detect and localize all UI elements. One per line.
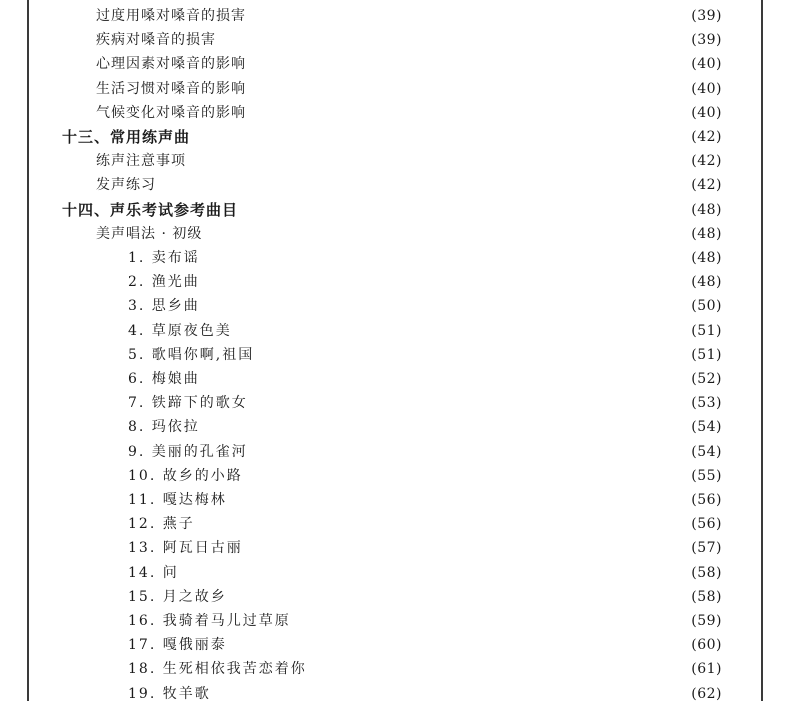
dot-leader [203, 294, 688, 318]
toc-entry [96, 101, 722, 125]
dot-leader [159, 173, 688, 197]
toc-entry-page: (42) [691, 129, 722, 145]
toc-entry-title: 12. 燕子 [128, 516, 195, 532]
dot-leader [246, 464, 689, 488]
toc-entry-page: (58) [691, 565, 722, 581]
dot-leader [230, 585, 689, 609]
toc-song-entry [128, 682, 722, 706]
dot-leader [203, 246, 688, 270]
dot-leader [230, 633, 689, 657]
toc-entry-title: 15. 月之故乡 [128, 589, 227, 605]
toc-entry-title: 心理因素对嗓音的影响 [96, 56, 246, 72]
toc-entry-page: (40) [691, 105, 722, 121]
toc-entry-title: 5. 歌唱你啊,祖国 [128, 347, 255, 363]
toc-entry-title: 生活习惯对嗓音的影响 [96, 81, 246, 97]
toc-entry-title: 17. 嘎俄丽泰 [128, 637, 227, 653]
toc-entry-page: (42) [691, 153, 722, 169]
toc-entry-page: (54) [691, 444, 722, 460]
page-border-right [761, 0, 763, 701]
toc-song-entry [128, 657, 722, 681]
toc-entry-title: 发声练习 [96, 177, 156, 193]
dot-leader [205, 222, 688, 246]
toc-song-entry [128, 294, 722, 318]
toc-entry-title: 疾病对嗓音的损害 [96, 32, 216, 48]
dot-leader [230, 488, 689, 512]
toc-entry-title: 3. 思乡曲 [128, 298, 200, 314]
toc-song-entry [128, 440, 722, 464]
dot-leader [310, 657, 689, 681]
toc-song-entry [128, 633, 722, 657]
toc-entry-page: (54) [691, 419, 722, 435]
dot-leader [251, 391, 688, 415]
toc-entry-page: (39) [691, 32, 722, 48]
toc-song-entry [128, 270, 722, 294]
toc-entry-title: 十三、常用练声曲 [62, 128, 191, 146]
toc-song-entry [128, 319, 722, 343]
toc-entry-page: (48) [691, 274, 722, 290]
toc-entry-page: (56) [691, 516, 722, 532]
toc-entry-title: 10. 故乡的小路 [128, 468, 243, 484]
toc-entry-page: (48) [691, 250, 722, 266]
toc-entry-title: 6. 梅娘曲 [128, 371, 200, 387]
toc-entry-title: 8. 玛依拉 [128, 419, 200, 435]
toc-song-entry [128, 343, 722, 367]
toc-entry-title: 1. 卖布谣 [128, 250, 200, 266]
toc-entry-page: (56) [691, 492, 722, 508]
dot-leader [294, 609, 689, 633]
toc-entry-page: (50) [691, 298, 722, 314]
toc-entry [96, 222, 722, 246]
toc-entry-title: 过度用嗓对嗓音的损害 [96, 8, 246, 24]
toc-entry-page: (55) [691, 468, 722, 484]
toc-entry-title: 练声注意事项 [96, 153, 186, 169]
toc-entry-page: (52) [691, 371, 722, 387]
dot-leader [251, 440, 688, 464]
toc-song-entry [128, 561, 722, 585]
toc-entry-title: 11. 嘎达梅林 [128, 492, 227, 508]
toc-entry [96, 149, 722, 173]
toc-entry-title: 4. 草原夜色美 [128, 323, 232, 339]
dot-leader [203, 270, 688, 294]
toc-entry [96, 77, 722, 101]
dot-leader [241, 198, 688, 222]
toc-entry [96, 173, 722, 197]
toc-entry-title: 7. 铁蹄下的歌女 [128, 395, 248, 411]
toc-entry-title: 十四、声乐考试参考曲目 [62, 201, 239, 219]
dot-leader [214, 682, 689, 706]
toc-song-entry [128, 415, 722, 439]
toc-entry [96, 28, 722, 52]
dot-leader [249, 101, 688, 125]
dot-leader [235, 319, 688, 343]
toc-entry-title: 气候变化对嗓音的影响 [96, 105, 246, 121]
page-border-left [27, 0, 29, 701]
toc-entry-page: (39) [691, 8, 722, 24]
dot-leader [189, 149, 688, 173]
toc-song-entry [128, 391, 722, 415]
dot-leader [257, 343, 688, 367]
toc-entry [96, 4, 722, 28]
toc-entry-page: (48) [691, 202, 722, 218]
toc-song-entry [128, 536, 722, 560]
dot-leader [193, 125, 688, 149]
toc-entry-title: 9. 美丽的孔雀河 [128, 444, 248, 460]
toc-section-entry [62, 125, 722, 149]
dot-leader [246, 536, 689, 560]
toc-song-entry [128, 609, 722, 633]
toc-song-entry [128, 488, 722, 512]
toc-entry-page: (59) [691, 613, 722, 629]
toc-entry-page: (51) [691, 323, 722, 339]
toc-entry [96, 52, 722, 76]
toc-entry-title: 18. 生死相依我苦恋着你 [128, 661, 307, 677]
toc-entry-page: (62) [691, 686, 722, 702]
toc-entry-page: (40) [691, 81, 722, 97]
toc-entry-page: (51) [691, 347, 722, 363]
toc-entry-title: 19. 牧羊歌 [128, 686, 211, 702]
toc-song-entry [128, 512, 722, 536]
toc-entry-page: (42) [691, 177, 722, 193]
dot-leader [219, 28, 688, 52]
toc-entry-page: (60) [691, 637, 722, 653]
dot-leader [249, 4, 688, 28]
toc-section-entry [62, 198, 722, 222]
dot-leader [182, 561, 689, 585]
dot-leader [203, 415, 688, 439]
toc-entry-title: 14. 问 [128, 565, 179, 581]
toc-entry-page: (58) [691, 589, 722, 605]
dot-leader [203, 367, 688, 391]
toc-entry-title: 2. 渔光曲 [128, 274, 200, 290]
toc-entry-page: (40) [691, 56, 722, 72]
dot-leader [249, 52, 688, 76]
dot-leader [198, 512, 689, 536]
dot-leader [249, 77, 688, 101]
toc-entry-page: (53) [691, 395, 722, 411]
toc-entry-title: 13. 阿瓦日古丽 [128, 540, 243, 556]
toc-entry-title: 美声唱法 · 初级 [96, 226, 203, 242]
toc-song-entry [128, 246, 722, 270]
toc-song-entry [128, 367, 722, 391]
toc-entry-title: 16. 我骑着马儿过草原 [128, 613, 291, 629]
toc-song-entry [128, 464, 722, 488]
toc-entry-page: (57) [691, 540, 722, 556]
toc-entry-page: (48) [691, 226, 722, 242]
toc-entry-page: (61) [691, 661, 722, 677]
toc-song-entry [128, 585, 722, 609]
